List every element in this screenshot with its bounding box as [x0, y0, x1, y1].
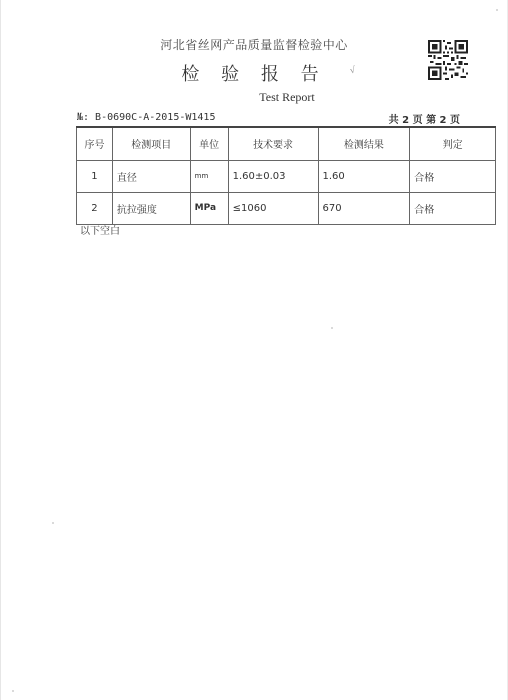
- cell-result: 1.60: [318, 160, 410, 192]
- cell-result: 670: [318, 192, 410, 224]
- blank-below-note: 以下空白: [80, 226, 120, 237]
- cell-item: 直径: [112, 160, 190, 192]
- handwritten-mark: √: [349, 65, 357, 77]
- report-subtitle: Test Report: [259, 90, 315, 104]
- table-row: [77, 192, 496, 224]
- cell-item: 抗拉强度: [112, 192, 190, 224]
- column-header-verdict: 判定: [410, 127, 496, 160]
- table-row: [77, 160, 496, 192]
- report-number: №: B-0690C-A-2015-W1415: [77, 112, 216, 123]
- report-title: 检 验 报 告: [181, 64, 327, 85]
- organization-name: 河北省丝网产品质量监督检验中心: [160, 38, 348, 52]
- cell-no: 2: [77, 192, 113, 224]
- column-header-unit: 单位: [190, 127, 228, 160]
- page-count: 共 2 页 第 2 页: [388, 115, 460, 126]
- cell-unit: MPa: [190, 192, 228, 224]
- column-header-item: 检测项目: [112, 127, 190, 160]
- cell-unit: mm: [190, 160, 228, 192]
- column-header-requirement: 技术要求: [228, 127, 318, 160]
- cell-no: 1: [77, 160, 113, 192]
- results-table: [76, 126, 496, 225]
- qr-code-icon: [428, 40, 468, 80]
- cell-requirement: 1.60±0.03: [228, 160, 318, 192]
- cell-verdict: 合格: [410, 160, 496, 192]
- column-header-no: 序号: [77, 127, 113, 160]
- scan-speck: [496, 9, 498, 11]
- scan-speck: [52, 522, 54, 524]
- table-header-row: [77, 127, 496, 160]
- scan-speck: [12, 690, 14, 692]
- cell-verdict: 合格: [410, 192, 496, 224]
- column-header-result: 检测结果: [318, 127, 410, 160]
- cell-requirement: ≤1060: [228, 192, 318, 224]
- scan-speck: [331, 327, 333, 329]
